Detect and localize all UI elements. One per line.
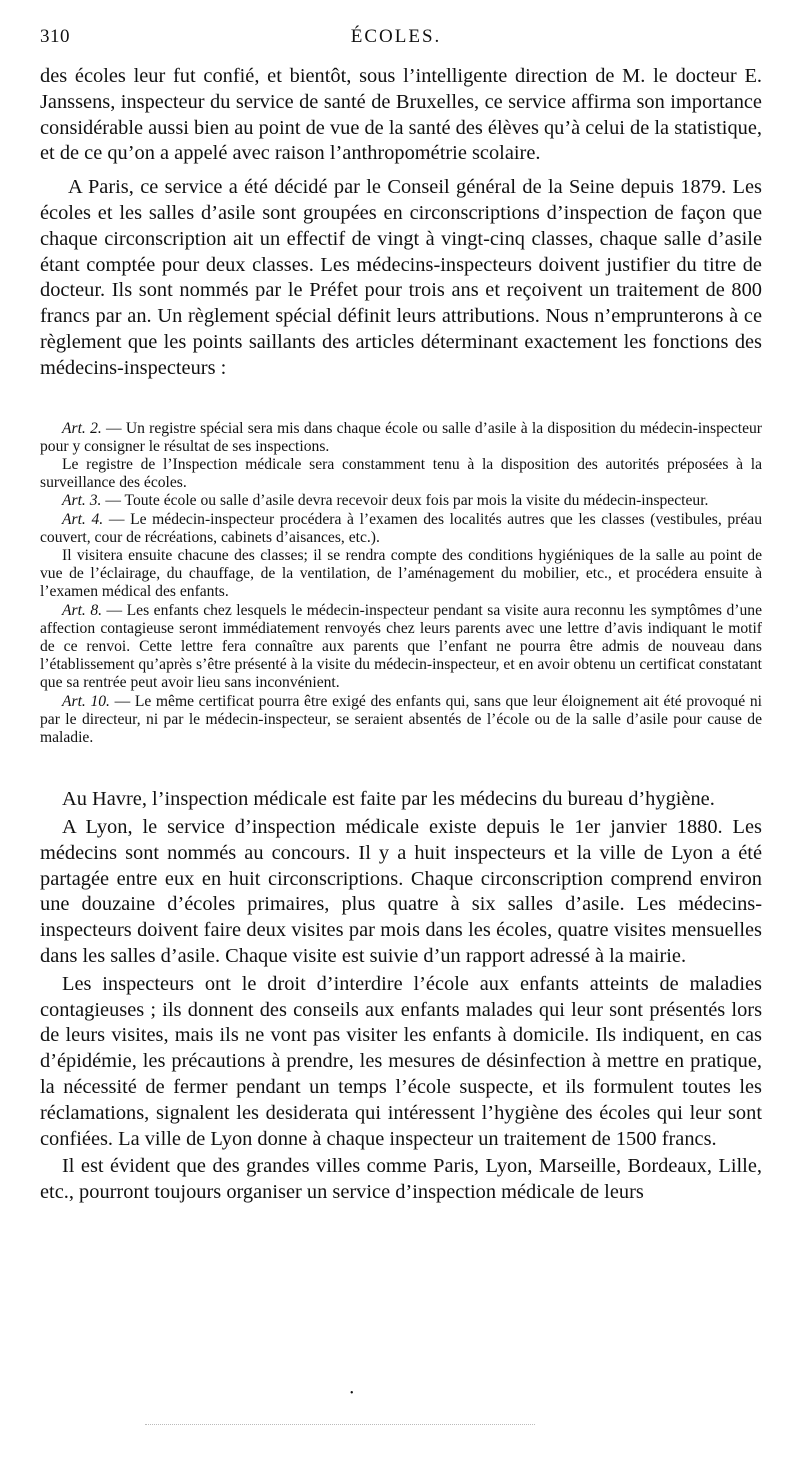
article-label: Art. 10. [62, 692, 110, 710]
article-4 [40, 511, 762, 547]
article-text: Il visitera ensuite chacune des classes; il se rendra compte des conditions hygiéniques de la salle au point de vue de l’éclairage, du chauffage, de la ventilation, de l’aménagement du mobilier, etc., et procédera ensuite à l’examen médical des enfants. [40, 546, 762, 601]
article-text: — Le médecin-inspecteur procédera à l’examen des localités autres que les classes (vestibules, préau couvert, cour de récréations, cabinets d’aisances, etc.). [40, 510, 762, 546]
footer-rule [145, 1424, 535, 1425]
bottom-mark: • [350, 1388, 354, 1399]
bottom-section [40, 787, 762, 1206]
running-title: ÉCOLES. [350, 26, 442, 47]
article-2 [40, 420, 762, 456]
article-8 [40, 602, 762, 693]
article-text: — Les enfants chez lesquels le médecin-inspecteur pendant sa visite aura reconnu les symptômes d’une affection contagieuse seront immédiatement renvoyés chez leurs parents avec une lettre d’avis indiquant le motif de ce renvoi. Cette lettre fera connaître aux parents que l’enfant ne pourra être admis de nouveau dans l’établissement qu’après s’être présenté à la visite du médecin-inspecteur, et en avoir obtenu un certificat constatant que sa rentrée peut avoir lieu sans inconvénient. [40, 601, 762, 692]
page-number: 310 [40, 26, 70, 47]
article-2-cont [40, 456, 762, 492]
paragraph-grandes-villes: Il est évident que des grandes villes comme Paris, Lyon, Marseille, Bordeaux, Lille, etc., pourront toujours organiser un service d’inspection médicale de leurs [40, 1155, 762, 1204]
paragraph-inspecteurs: Les inspecteurs ont le droit d’interdire l’école aux enfants atteints de maladies contagieuses ; ils donnent des conseils aux enfants malades qui leur sont présentés lors de leurs visites, mais ils ne vont pas visiter les enfants à domicile. Ils indiquent, en cas d’épidémie, les précautions à prendre, les mesures de désinfection à mettre en pratique, la nécessité de fermer pendant un temps l’école suspecte, et ils formulent toutes les réclamations, signalent les desiderata qui intéressent l’hygiène des écoles qui leur sont confiées. La ville de Lyon donne à chaque inspecteur un traitement de 1500 francs. [40, 972, 762, 1150]
article-label: Art. 3. [62, 492, 102, 510]
article-3 [40, 492, 762, 510]
paragraph-havre: Au Havre, l’inspection médicale est faite par les médecins du bureau d’hygiène. [62, 788, 715, 811]
paragraph-continuation: des écoles leur fut confié, et bientôt, sous l’intelligente direction de M. le docteur E. Janssens, inspecteur du service de santé de Bruxelles, ce service affirma son importance considérable aussi bien au point de vue de la santé des élèves qu’à celui de la statistique, et de ce qu’on a appelé avec raison l’anthropométrie scolaire. [40, 65, 762, 165]
article-4-cont [40, 547, 762, 602]
article-text: — Le même certificat pourra être exigé des enfants qui, sans que leur éloignement ait été provoqué ni par le directeur, ni par le médecin-inspecteur, se seraient absentés de l’école ou de la salle d’asile pour cause de maladie. [40, 692, 763, 747]
article-10 [40, 693, 762, 748]
paragraph-paris: A Paris, ce service a été décidé par le Conseil général de la Seine depuis 1879. Les écoles et les salles d’asile sont groupées en circonscriptions d’inspection de façon que chaque circonscription ait un effectif de vingt à vingt-cinq classes, chaque salle d’asile étant comptée pour deux classes. Les médecins-inspecteurs doivent justifier du titre de docteur. Ils sont nommés par le Préfet pour trois ans et reçoivent un traitement de 800 francs par an. Un règlement spécial définit leurs attributions. Nous n’emprunterons à ce règlement que les points saillants des articles déterminant exactement les fonctions des médecins-inspecteurs : [40, 176, 762, 379]
article-text: — Toute école ou salle d’asile devra recevoir deux fois par mois la visite du médecin-inspecteur. [101, 492, 709, 510]
page-header [40, 26, 762, 64]
article-text: — Un registre spécial sera mis dans chaque école ou salle d’asile à la disposition du médecin-inspecteur pour y consigner le résultat de ses inspections. [40, 419, 763, 455]
paragraph-lyon: A Lyon, le service d’inspection médicale existe depuis le 1er janvier 1880. Les médecins sont nommés au concours. Il y a huit inspecteurs et la ville de Lyon a été partagée entre eux en huit circonscriptions. Chaque circonscription comprend environ une douzaine d’écoles primaires, plus quatre à six salles d’asile. Les médecins-inspecteurs doivent faire deux visites par mois dans les écoles, quatre visites mensuelles dans les salles d’asile. Chaque visite est suivie d’un rapport adressé à la mairie. [40, 816, 762, 967]
article-label: Art. 4. [62, 510, 104, 528]
article-label: Art. 2. [62, 419, 102, 437]
article-text: Le registre de l’Inspection médicale sera constamment tenu à la disposition des autorités préposées à la surveillance des écoles. [40, 455, 762, 492]
regulation-articles [40, 420, 762, 748]
article-label: Art. 8. [62, 601, 103, 619]
top-section [40, 64, 762, 382]
